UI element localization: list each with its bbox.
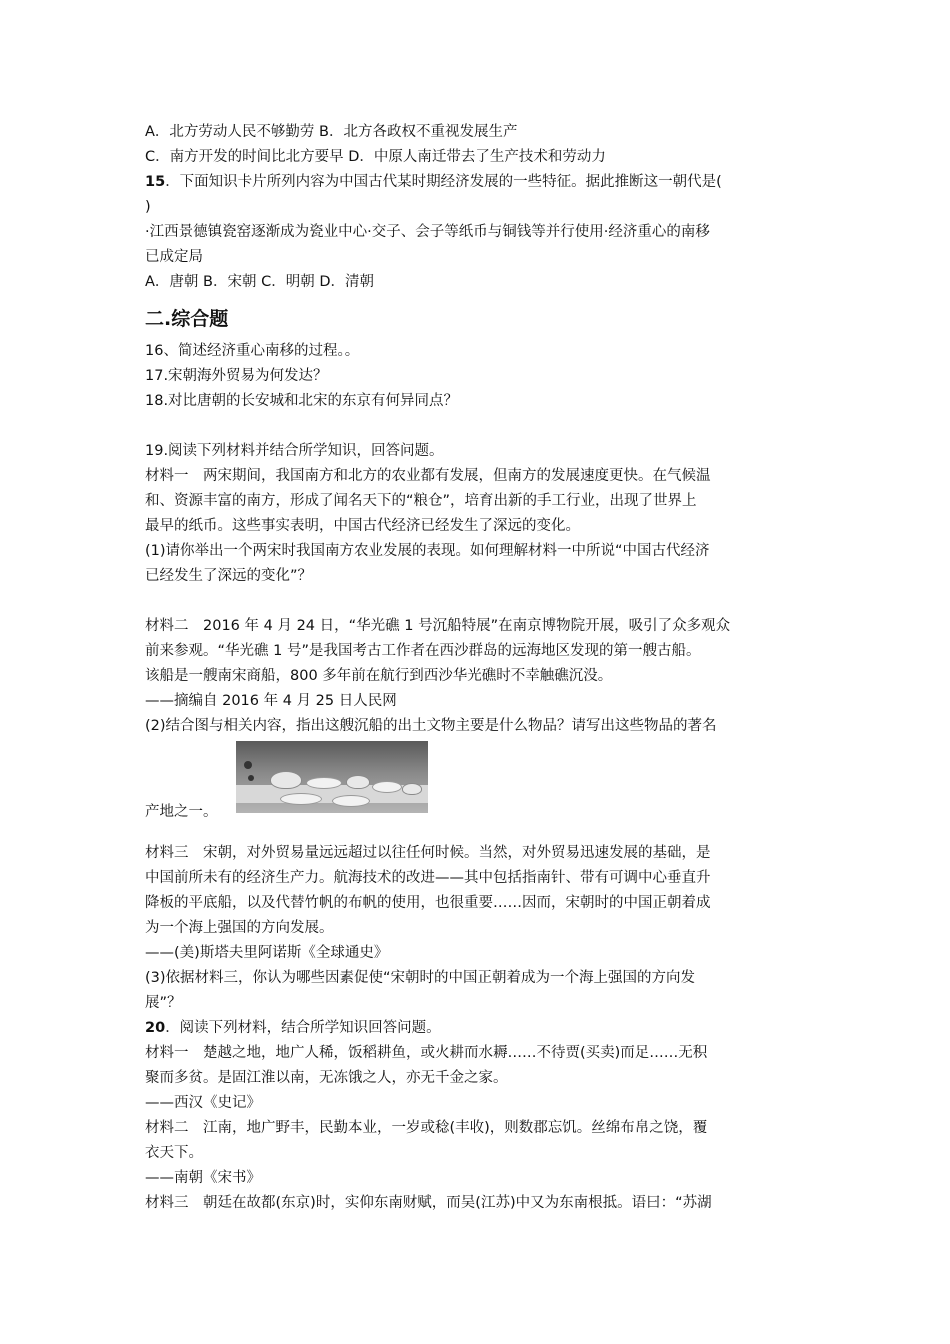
q19-material3-source: ——(美)斯塔夫里阿诺斯《全球通史》 — [145, 945, 389, 961]
document-page — [145, 120, 810, 1216]
q19-material1-line: 材料一 两宋期间，我国南方和北方的农业都有发展，但南方的发展速度更快。在气候温 — [145, 468, 711, 484]
q15-number: 15 — [145, 174, 166, 190]
q20-material1-source: ——西汉《史记》 — [145, 1095, 261, 1111]
q19-question1-line: (1)请你举出一个两宋时我国南方农业发展的表现。如何理解材料一中所说“中国古代经济 — [145, 543, 710, 559]
q16-text: 16、简述经济重心南移的过程。。 — [145, 343, 360, 359]
q18-text: 18.对比唐朝的长安城和北宋的东京有何异同点？ — [145, 393, 459, 409]
q20-intro-text: ．阅读下列材料，结合所学知识回答问题。 — [165, 1020, 441, 1036]
shipwreck-porcelain-photo — [236, 741, 428, 813]
q15-card-line2: 已成定局 — [145, 249, 203, 265]
q19-material2-line: 材料二 2016 年 4 月 24 日，“华光礁 1 号沉船特展”在南京博物院开展，吸引了众多观众 — [145, 618, 731, 634]
q20-material2-line: 衣天下。 — [145, 1145, 203, 1161]
q19-material3-line: 为一个海上强国的方向发展。 — [145, 920, 334, 936]
q19-material1-line: 和、资源丰富的南方，形成了闻名天下的“粮仓”，培育出新的手工行业，出现了世界上 — [145, 493, 697, 509]
q14-options-cd: C．南方开发的时间比北方要早 D．中原人南迁带去了生产技术和劳动力 — [145, 149, 606, 165]
q19-question2-end: 产地之一。 — [145, 804, 218, 820]
q20-material2-line: 材料二 江南，地广野丰，民勤本业，一岁或稔(丰收)，则数郡忘饥。丝绵布帛之饶，覆 — [145, 1120, 708, 1136]
q15-stem — [145, 170, 810, 195]
q20-material1-line: 材料一 楚越之地，地广人稀，饭稻耕鱼，或火耕而水耨……不待贾(买卖)而足……无积 — [145, 1045, 708, 1061]
q19-question3-line: 展”？ — [145, 995, 182, 1011]
q19-material2-source: ——摘编自 2016 年 4 月 25 日人民网 — [145, 693, 397, 709]
q20-material1-line: 聚而多贫。是固江淮以南，无冻饿之人，亦无千金之家。 — [145, 1070, 508, 1086]
q19-question1-line: 已经发生了深远的变化”？ — [145, 568, 313, 584]
section-heading: 二.综合题 — [145, 308, 229, 330]
q19-question3-line: (3)依据材料三，你认为哪些因素促使“宋朝时的中国正朝着成为一个海上强国的方向发 — [145, 970, 696, 986]
q19-material3-line: 材料三 宋朝，对外贸易量远远超过以往任何时候。当然，对外贸易迅速发展的基础，是 — [145, 845, 711, 861]
q19-question2: (2)结合图与相关内容，指出这艘沉船的出土文物主要是什么物品？请写出这些物品的著名 — [145, 718, 717, 734]
q20-material3-line: 材料三 朝廷在故都(东京)时，实仰东南财赋，而吴(江苏)中又为东南根抵。语曰：“苏湖 — [145, 1195, 712, 1211]
q19-material2-line: 前来参观。“华光礁 1 号”是我国考古工作者在西沙群岛的远海地区发现的第一艘古船。 — [145, 643, 701, 659]
q19-intro: 19.阅读下列材料并结合所学知识，回答问题。 — [145, 443, 444, 459]
q19-material2-line: 该船是一艘南宋商船，800 多年前在航行到西沙华光礁时不幸触礁沉没。 — [145, 668, 613, 684]
q20-intro — [145, 1016, 810, 1041]
q15-card-line1: ·江西景德镇瓷窑逐渐成为瓷业中心·交子、会子等纸币与铜钱等并行使用·经济重心的南移 — [145, 224, 710, 240]
q15-stem-text: ．下面知识卡片所列内容为中国古代某时期经济发展的一些特征。据此推断这一朝代是( — [165, 174, 722, 190]
q19-material1-line: 最早的纸币。这些事实表明，中国古代经济已经发生了深远的变化。 — [145, 518, 580, 534]
q19-material3-line: 降板的平底船，以及代替竹帆的布帆的使用，也很重要……因而，宋朝时的中国正朝着成 — [145, 895, 711, 911]
q19-material3-line: 中国前所未有的经济生产力。航海技术的改进——其中包括指南针、带有可调中心垂直升 — [145, 870, 711, 886]
q20-material2-source: ——南朝《宋书》 — [145, 1170, 261, 1186]
q15-options: A．唐朝 B．宋朝 C．明朝 D．清朝 — [145, 274, 374, 290]
q17-text: 17.宋朝海外贸易为何发达？ — [145, 368, 328, 384]
q15-stem-end: ) — [145, 199, 151, 215]
q19-figure-row — [145, 739, 810, 827]
q20-number: 20 — [145, 1020, 166, 1036]
q14-options-ab: A．北方劳动人民不够勤劳 B．北方各政权不重视发展生产 — [145, 124, 518, 140]
